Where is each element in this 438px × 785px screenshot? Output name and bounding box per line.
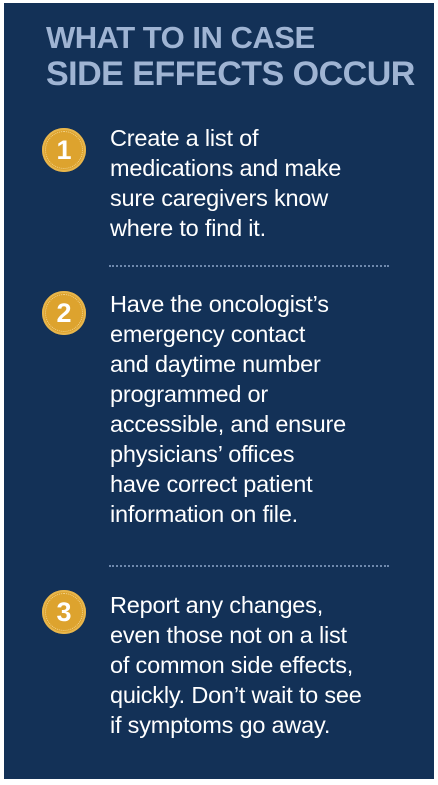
step-2-line: programmed or — [110, 381, 269, 407]
step-1-line: Create a list of — [110, 125, 259, 151]
step-2-number-badge — [42, 291, 86, 335]
step-2-line: information on file. — [110, 501, 299, 527]
step-3-line: even those not on a list — [110, 622, 347, 648]
step-2-line: Have the oncologist’s — [110, 291, 329, 317]
step-3-number-badge — [42, 590, 86, 634]
step-2-line: have correct patient — [110, 471, 313, 497]
step-2-line: physicians’ offices — [110, 441, 295, 467]
step-3-line: quickly. Don’t wait to see — [110, 682, 362, 708]
step-1-text — [110, 123, 410, 243]
step-3-number: 3 — [56, 596, 72, 627]
step-1-line: where to find it. — [110, 215, 266, 241]
panel-title — [46, 21, 426, 93]
title-line-2: SIDE EFFECTS OCCUR — [46, 55, 415, 93]
step-3-line: Report any changes, — [110, 592, 324, 618]
step-1-number-badge — [42, 128, 86, 172]
step-1-line: medications and make — [110, 155, 342, 181]
step-3-line: if symptoms go away. — [110, 712, 331, 738]
title-line-1: WHAT TO IN CASE — [46, 20, 315, 55]
step-3-line: of common side effects, — [110, 652, 354, 678]
divider-2 — [109, 565, 389, 567]
step-2-number: 2 — [56, 297, 72, 328]
step-2-line: and daytime number — [110, 351, 321, 377]
step-3-text — [110, 590, 410, 740]
side-effects-panel — [4, 3, 434, 779]
step-2-line: emergency contact — [110, 321, 306, 347]
divider-1 — [109, 265, 389, 267]
step-2-text — [110, 289, 410, 529]
step-2-line: accessible, and ensure — [110, 411, 346, 437]
step-1-line: sure caregivers know — [110, 185, 329, 211]
step-1-number: 1 — [56, 134, 72, 165]
